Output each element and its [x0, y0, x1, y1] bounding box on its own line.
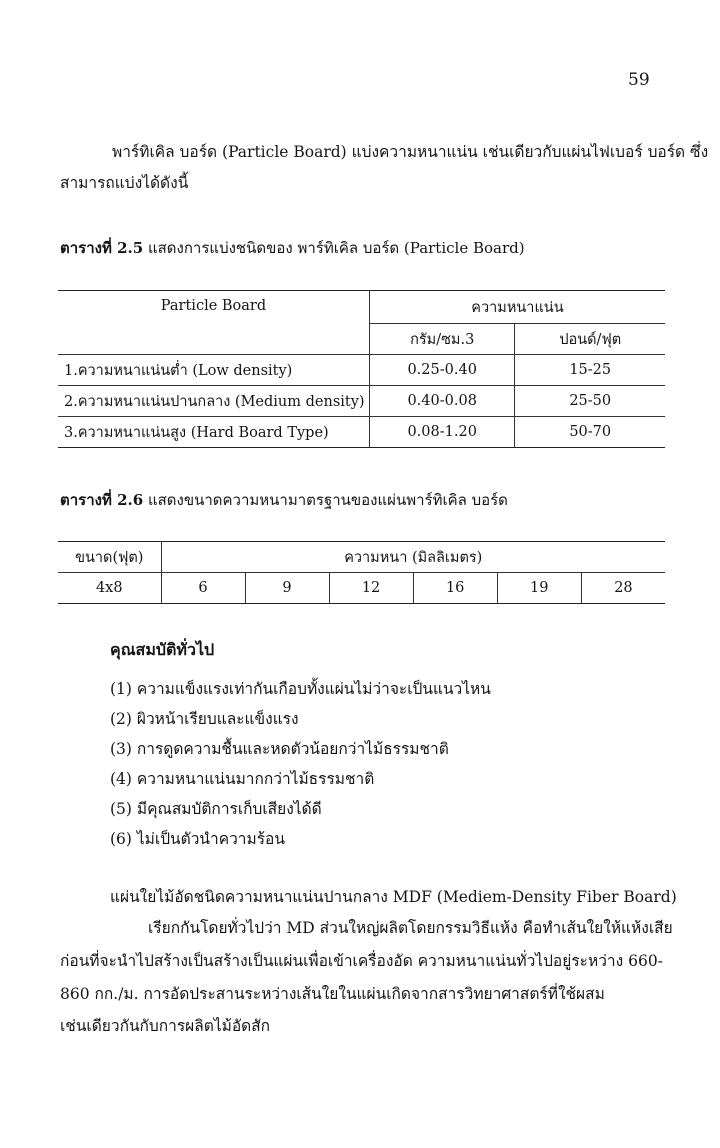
- page-number: 59: [628, 70, 650, 90]
- table-2-5-caption-text: แสดงการแบ่งชนิดของ พาร์ทิเคิล บอร์ด (Particle Board): [143, 239, 525, 257]
- thickness-value: 19: [497, 573, 581, 604]
- thickness-value: 16: [413, 573, 497, 604]
- table-2-5-caption: [60, 236, 525, 260]
- mdf-line-4: เช่นเดียวกันกับการผลิตไม้อัดสัก: [60, 1017, 271, 1035]
- thickness-value: 12: [329, 573, 413, 604]
- header-particle-board: Particle Board: [58, 291, 369, 355]
- density-g-cm3: 0.40-0.08: [369, 386, 515, 417]
- density-g-cm3: 0.25-0.40: [369, 355, 515, 386]
- property-item: (6) ไม่เป็นตัวนำความร้อน: [110, 830, 285, 848]
- property-item: (1) ความแข็งแรงเท่ากันเกือบทั้งแผ่นไม่ว่าจะเป็นแนวไหน: [110, 680, 491, 698]
- table-2-5-caption-label: ตารางที่ 2.5: [60, 239, 144, 257]
- density-name: 2.ความหนาแน่นปานกลาง (Medium density): [58, 386, 369, 417]
- header-density: ความหนาแน่น: [369, 291, 665, 324]
- table-2-6-caption: [60, 488, 508, 512]
- header-thickness: ความหนา (มิลลิเมตร): [161, 542, 665, 573]
- header-g-cm3: กรัม/ซม.3: [369, 324, 515, 355]
- density-lb-ft: 25-50: [515, 386, 665, 417]
- table-row: [58, 417, 665, 448]
- header-size: ขนาด(ฟุต): [58, 542, 161, 573]
- density-table: [58, 290, 665, 448]
- table-row: [58, 386, 665, 417]
- table-row: [58, 573, 665, 604]
- thickness-table: [58, 541, 665, 604]
- density-name: 3.ความหนาแน่นสูง (Hard Board Type): [58, 417, 369, 448]
- mdf-line-2: ก่อนที่จะนำไปสร้างเป็นสร้างเป็นแผ่นเพื่อเข้าเครื่องอัด ความหนาแน่นทั่วไปอยู่ระหว่าง 660-: [60, 952, 663, 970]
- property-item: (2) ผิวหน้าเรียบและแข็งแรง: [110, 710, 299, 728]
- density-name: 1.ความหนาแน่นต่ำ (Low density): [58, 355, 369, 386]
- table-row: [58, 355, 665, 386]
- properties-title: คุณสมบัติทั่วไป: [110, 640, 215, 659]
- intro-line-2: สามารถแบ่งได้ดังนี้: [60, 174, 189, 192]
- intro-line-1: พาร์ทิเคิล บอร์ด (Particle Board) แบ่งความหนาแน่น เช่นเดียวกับแผ่นไฟเบอร์ บอร์ด ซึ่ง: [112, 143, 709, 161]
- property-item: (3) การดูดความชื้นและหดตัวน้อยกว่าไม้ธรรมชาติ: [110, 740, 449, 758]
- thickness-value: 28: [581, 573, 665, 604]
- density-g-cm3: 0.08-1.20: [369, 417, 515, 448]
- thickness-value: 9: [245, 573, 329, 604]
- thickness-value: 6: [161, 573, 245, 604]
- mdf-line-3: 860 กก./ม. การอัดประสานระหว่างเส้นใยในแผ่นเกิดจากสารวิทยาศาสตร์ที่ใช้ผสม: [60, 985, 605, 1003]
- table-2-6-caption-text: แสดงขนาดความหนามาตรฐานของแผ่นพาร์ทิเคิล บอร์ด: [143, 491, 508, 509]
- density-lb-ft: 15-25: [515, 355, 665, 386]
- header-lb-ft: ปอนด์/ฟุต: [515, 324, 665, 355]
- density-lb-ft: 50-70: [515, 417, 665, 448]
- size-value: 4x8: [58, 573, 161, 604]
- mdf-heading: แผ่นใยไม้อัดชนิดความหนาแน่นปานกลาง MDF (Mediem-Density Fiber Board): [110, 888, 677, 906]
- table-2-6-caption-label: ตารางที่ 2.6: [60, 491, 144, 509]
- property-item: (4) ความหนาแน่นมากกว่าไม้ธรรมชาติ: [110, 770, 375, 788]
- mdf-line-1: เรียกกันโดยทั่วไปว่า MD ส่วนใหญ่ผลิตโดยกรรมวิธีแห้ง คือทำเส้นใยให้แห้งเสีย: [148, 919, 673, 937]
- property-item: (5) มีคุณสมบัติการเก็บเสียงได้ดี: [110, 800, 322, 818]
